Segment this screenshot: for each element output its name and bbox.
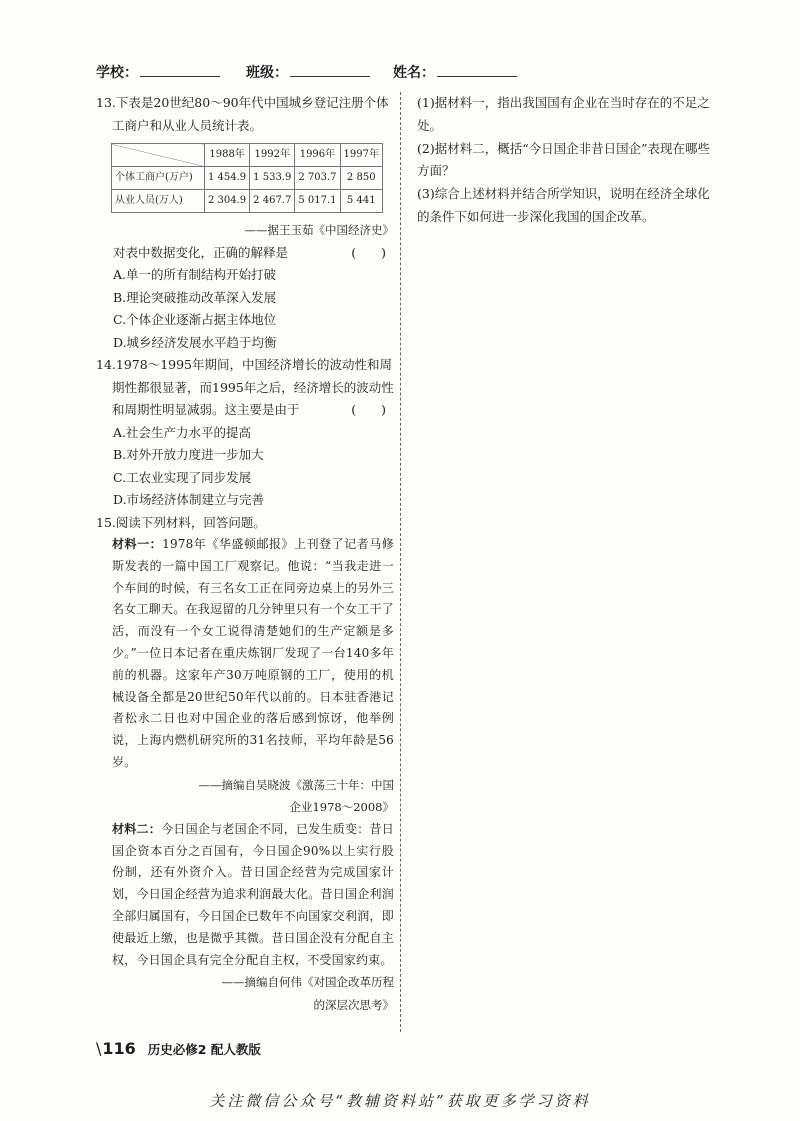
page-number: \ 116 xyxy=(96,1039,136,1058)
q14-answer-blank[interactable]: ( ) xyxy=(351,402,386,417)
q13-option-d[interactable]: D.城乡经济发展水平趋于均衡 xyxy=(113,334,277,350)
table-cell: 5 017.1 xyxy=(295,190,340,213)
table-cell: 2 850 xyxy=(340,167,382,190)
table-row xyxy=(112,167,383,190)
table-cell: 1 454.9 xyxy=(205,167,250,190)
material-two-source-line1: ——摘编自何伟《对国企改革历程 xyxy=(221,975,394,990)
q15-subquestion-1: (1)据材料一，指出我国国有企业在当时存在的不足之处。 xyxy=(417,95,710,133)
school-field xyxy=(96,62,220,82)
name-label: 姓名： xyxy=(393,65,435,81)
school-blank[interactable] xyxy=(140,64,220,77)
table-cell: 2 703.7 xyxy=(295,167,340,190)
row-label: 个体工商户(万户) xyxy=(112,167,205,190)
q13-prompt xyxy=(96,242,394,265)
name-field xyxy=(393,62,517,82)
table-corner-cell xyxy=(112,144,205,167)
book-title: 历史必修2 配人教版 xyxy=(147,1042,261,1057)
page-footer xyxy=(96,1039,261,1058)
student-info-header xyxy=(96,62,716,86)
name-blank[interactable] xyxy=(437,64,517,77)
material-two-text: 今日国企与老国企不同，已发生质变：昔日国企资本百分之百国有，今日国企90%以上实行股份制，还有外资介入。昔日国企经营为完成国家计划，今日国企经营为追求利润最大化。昔日国企利润全部归属国有，今日国企已数年不向国家交利润，即使最近上缴，也是微乎其微。昔日国企没有分配自主权，今日国企具有完全分配自主权，不受国家约束。 xyxy=(112,821,394,967)
q13-stats-table xyxy=(111,143,383,213)
table-cell: 2 304.9 xyxy=(205,190,250,213)
q13-stem: 13.下表是20世纪80～90年代中国城乡登记注册个体工商户和从业人员统计表。 xyxy=(96,95,389,133)
q13-answer-blank[interactable]: ( ) xyxy=(351,244,386,260)
q14-option-b[interactable]: B.对外开放力度进一步加大 xyxy=(113,447,264,462)
column-divider xyxy=(400,92,401,1032)
school-label: 学校： xyxy=(96,65,138,81)
material-one-label: 材料一： xyxy=(112,537,163,551)
table-row xyxy=(112,190,383,213)
year-header: 1997年 xyxy=(340,144,382,167)
right-column xyxy=(417,92,717,229)
table-cell: 1 533.9 xyxy=(250,167,295,190)
material-two-label: 材料二： xyxy=(112,821,162,836)
material-one-source-line1: ——摘编自吴晓波《激荡三十年：中国 xyxy=(198,777,394,792)
q13-option-a[interactable]: A.单一的所有制结构开始打破 xyxy=(113,267,277,282)
q13-option-c[interactable]: C.个体企业逐渐占据主体地位 xyxy=(113,312,277,327)
q14-option-a[interactable]: A.社会生产力水平的提高 xyxy=(113,424,252,440)
q14-option-d[interactable]: D.市场经济体制建立与完善 xyxy=(113,492,265,507)
q14-stem xyxy=(96,354,394,422)
year-header: 1996年 xyxy=(295,144,340,167)
q15-stem: 15.阅读下列材料，回答问题。 xyxy=(96,514,266,530)
left-column xyxy=(96,92,394,1016)
q13-option-b[interactable]: B.理论突破推动改革深入发展 xyxy=(113,289,277,305)
q14-stem-text: 14.1978～1995年期间，中国经济增长的波动性和周期性都很显著，而1995年之后，经济增长的波动性和周期性明显减弱。这主要是由于 xyxy=(96,357,394,417)
material-one-source-line2: 企业1978～2008》 xyxy=(289,800,394,815)
table-header-row xyxy=(112,144,383,167)
class-label: 班级： xyxy=(246,65,288,81)
material-one-text: 1978年《华盛顿邮报》上刊登了记者马修斯发表的一篇中国工厂观察记。他说：“当我走进一个车间的时候，有三名女工正在同旁边桌上的另外三名女工聊天。在我逗留的几分钟里只有一个女工干了活，而没有一个女工说得清楚她们的生产定额是多少。”一位日本记者在重庆炼钢厂发现了一台140多年前的机器。这家年产30万吨原钢的工厂，使用的机械设备全都是20世纪50年代以前的。日本驻香港记者松永二日也对中国企业的落后感到惊讶，他举例说，上海内燃机研究所的31名技师，平均年龄是56岁。 xyxy=(112,537,394,769)
q13-prompt-text: 对表中数据变化，正确的解释是 xyxy=(113,244,289,260)
year-header: 1988年 xyxy=(205,144,250,167)
class-blank[interactable] xyxy=(290,64,370,77)
q15-subquestion-2: (2)据材料二，概括“今日国企非昔日国企”表现在哪些方面？ xyxy=(417,140,710,179)
material-two-source-line2: 的深层次思考》 xyxy=(313,997,394,1012)
material-two xyxy=(96,819,394,972)
row-label: 从业人员(万人) xyxy=(112,190,205,213)
table-cell: 5 441 xyxy=(340,190,382,213)
q13-source: ——据王玉茹《中国经济史》 xyxy=(244,223,394,237)
q15-subquestion-3: (3)综合上述材料并结合所学知识，说明在经济全球化的条件下如何进一步深化我国的国企改革。 xyxy=(417,186,710,224)
year-header: 1992年 xyxy=(250,144,295,167)
q14-option-c[interactable]: C.工农业实现了同步发展 xyxy=(113,469,252,485)
material-one xyxy=(96,534,394,774)
class-field xyxy=(246,62,370,82)
promo-note: 关注微信公众号“教辅资料站”获取更多学习资料 xyxy=(209,1092,591,1110)
table-cell: 2 467.7 xyxy=(250,190,295,213)
